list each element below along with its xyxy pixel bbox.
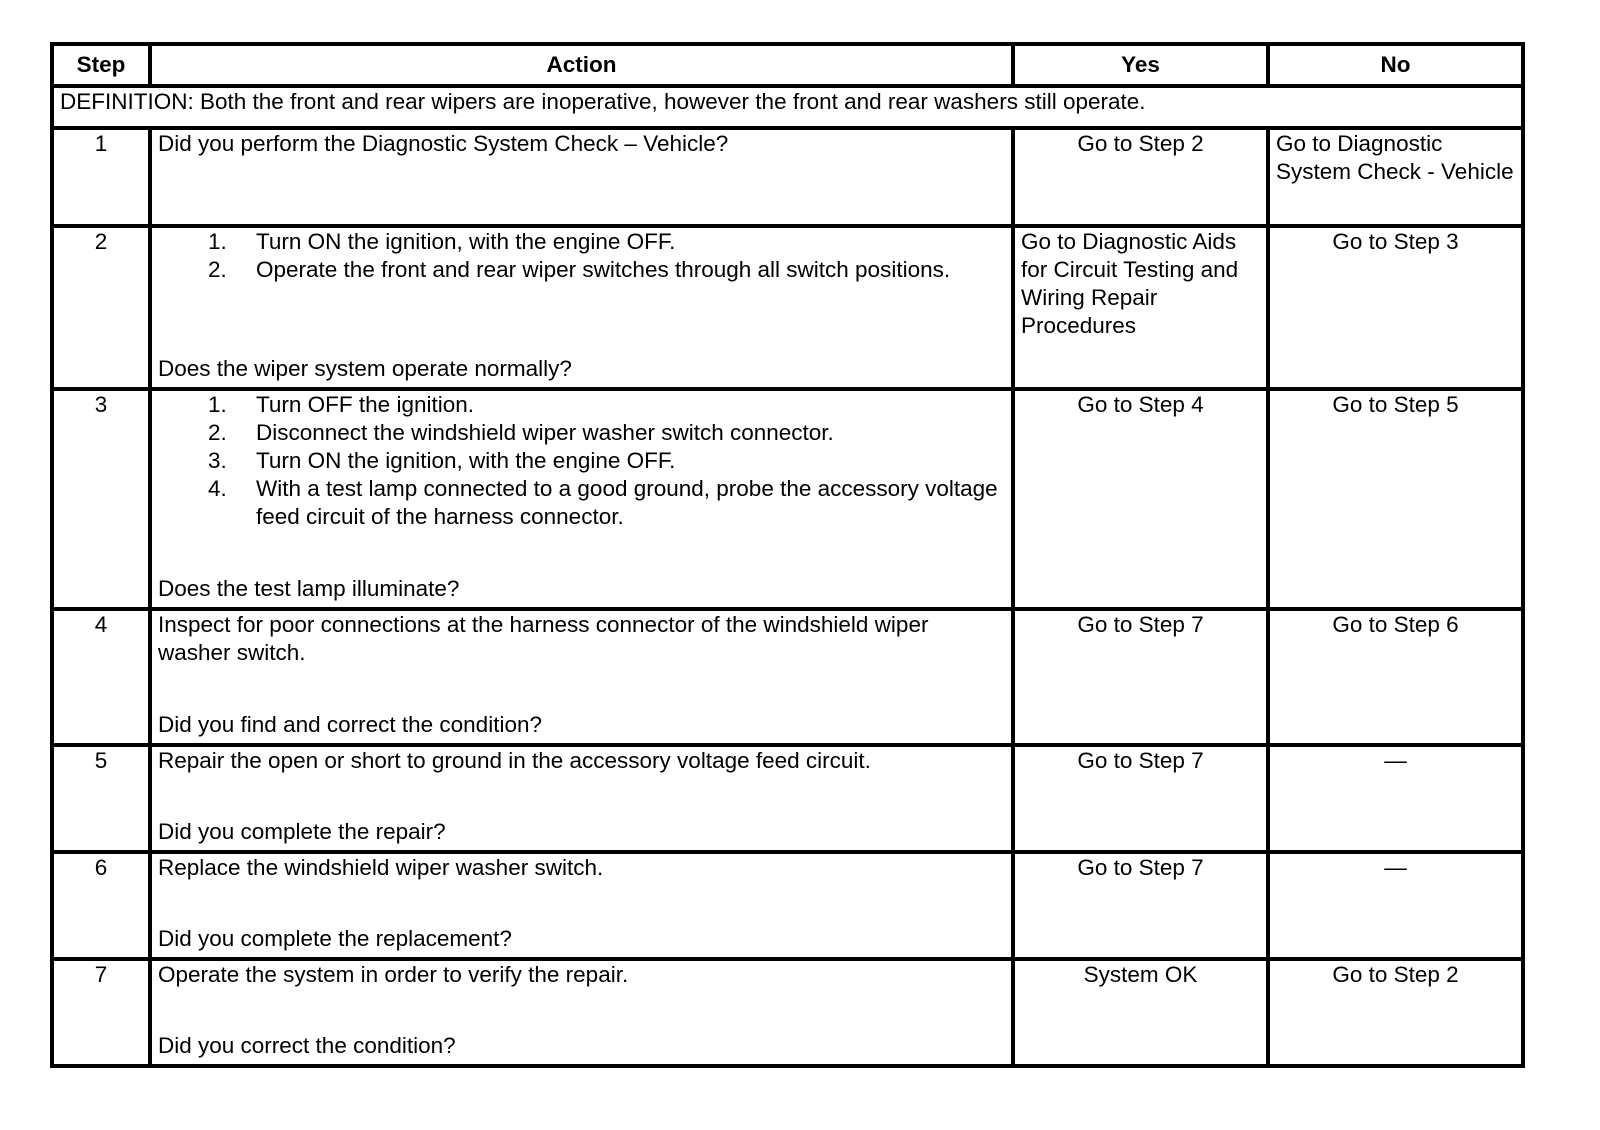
- action-cell: [150, 852, 1013, 959]
- list-item: [208, 256, 1005, 284]
- action-cell: [150, 389, 1013, 609]
- step-number: 4: [52, 609, 150, 745]
- list-item-number: 3.: [208, 448, 227, 473]
- list-item: [208, 419, 1005, 447]
- action-text: Did you perform the Diagnostic System Check – Vehicle?: [158, 131, 729, 156]
- yes-cell: Go to Step 7: [1013, 852, 1268, 959]
- header-row: [52, 44, 1523, 86]
- list-item-number: 1.: [208, 229, 227, 254]
- action-cell: [150, 128, 1013, 226]
- list-item-text: Disconnect the windshield wiper washer switch connector.: [256, 420, 834, 445]
- action-question: Did you find and correct the condition?: [158, 712, 542, 737]
- table-row: [52, 745, 1523, 852]
- yes-cell: System OK: [1013, 959, 1268, 1066]
- header-yes: Yes: [1013, 44, 1268, 86]
- table-row: [52, 959, 1523, 1066]
- list-item: [208, 228, 1005, 256]
- table-row: [52, 128, 1523, 226]
- no-cell: Go to Step 3: [1268, 226, 1523, 389]
- table-row: [52, 609, 1523, 745]
- action-question: Did you correct the condition?: [158, 1033, 456, 1058]
- no-cell: Go to Diagnostic System Check - Vehicle: [1268, 128, 1523, 226]
- action-cell: [150, 745, 1013, 852]
- action-text: Operate the system in order to verify the repair.: [158, 962, 629, 987]
- list-item-text: Turn OFF the ignition.: [256, 392, 475, 417]
- list-item: [208, 447, 1005, 475]
- step-number: 1: [52, 128, 150, 226]
- yes-cell: Go to Step 7: [1013, 609, 1268, 745]
- list-item: [208, 475, 1005, 531]
- action-question: Did you complete the repair?: [158, 819, 446, 844]
- action-question: Does the wiper system operate normally?: [158, 356, 572, 381]
- yes-cell: Go to Step 4: [1013, 389, 1268, 609]
- list-item-number: 2.: [208, 420, 227, 445]
- table-row: [52, 389, 1523, 609]
- list-item-number: 4.: [208, 476, 227, 501]
- action-cell: [150, 609, 1013, 745]
- list-item-text: With a test lamp connected to a good ground, probe the accessory voltage feed circuit of the harness connector.: [256, 476, 998, 529]
- step-number: 6: [52, 852, 150, 959]
- action-steps-list: [158, 391, 1005, 531]
- list-item-number: 1.: [208, 392, 227, 417]
- list-item: [208, 391, 1005, 419]
- table-row: [52, 226, 1523, 389]
- action-text: Repair the open or short to ground in the accessory voltage feed circuit.: [158, 748, 871, 773]
- no-cell: —: [1268, 745, 1523, 852]
- yes-cell: Go to Step 7: [1013, 745, 1268, 852]
- table-row: [52, 852, 1523, 959]
- action-text: Inspect for poor connections at the harness connector of the windshield wiper washer switch.: [158, 612, 929, 665]
- action-question: Does the test lamp illuminate?: [158, 576, 460, 601]
- yes-cell: Go to Diagnostic Aids for Circuit Testing and Wiring Repair Procedures: [1013, 226, 1268, 389]
- action-cell: [150, 226, 1013, 389]
- definition-text: DEFINITION: Both the front and rear wipers are inoperative, however the front and rear washers still operate.: [52, 86, 1523, 128]
- step-number: 5: [52, 745, 150, 852]
- action-steps-list: [158, 228, 1005, 284]
- step-number: 3: [52, 389, 150, 609]
- list-item-number: 2.: [208, 257, 227, 282]
- step-number: 7: [52, 959, 150, 1066]
- list-item-text: Operate the front and rear wiper switches through all switch positions.: [256, 257, 951, 282]
- no-cell: Go to Step 2: [1268, 959, 1523, 1066]
- action-cell: [150, 959, 1013, 1066]
- list-item-text: Turn ON the ignition, with the engine OFF.: [256, 448, 676, 473]
- no-cell: Go to Step 5: [1268, 389, 1523, 609]
- header-action: Action: [150, 44, 1013, 86]
- diagnostic-table: [50, 42, 1525, 1068]
- list-item-text: Turn ON the ignition, with the engine OFF.: [256, 229, 676, 254]
- yes-cell: Go to Step 2: [1013, 128, 1268, 226]
- no-cell: —: [1268, 852, 1523, 959]
- definition-row: [52, 86, 1523, 128]
- header-no: No: [1268, 44, 1523, 86]
- action-question: Did you complete the replacement?: [158, 926, 512, 951]
- step-number: 2: [52, 226, 150, 389]
- no-cell: Go to Step 6: [1268, 609, 1523, 745]
- header-step: Step: [52, 44, 150, 86]
- action-text: Replace the windshield wiper washer switch.: [158, 855, 604, 880]
